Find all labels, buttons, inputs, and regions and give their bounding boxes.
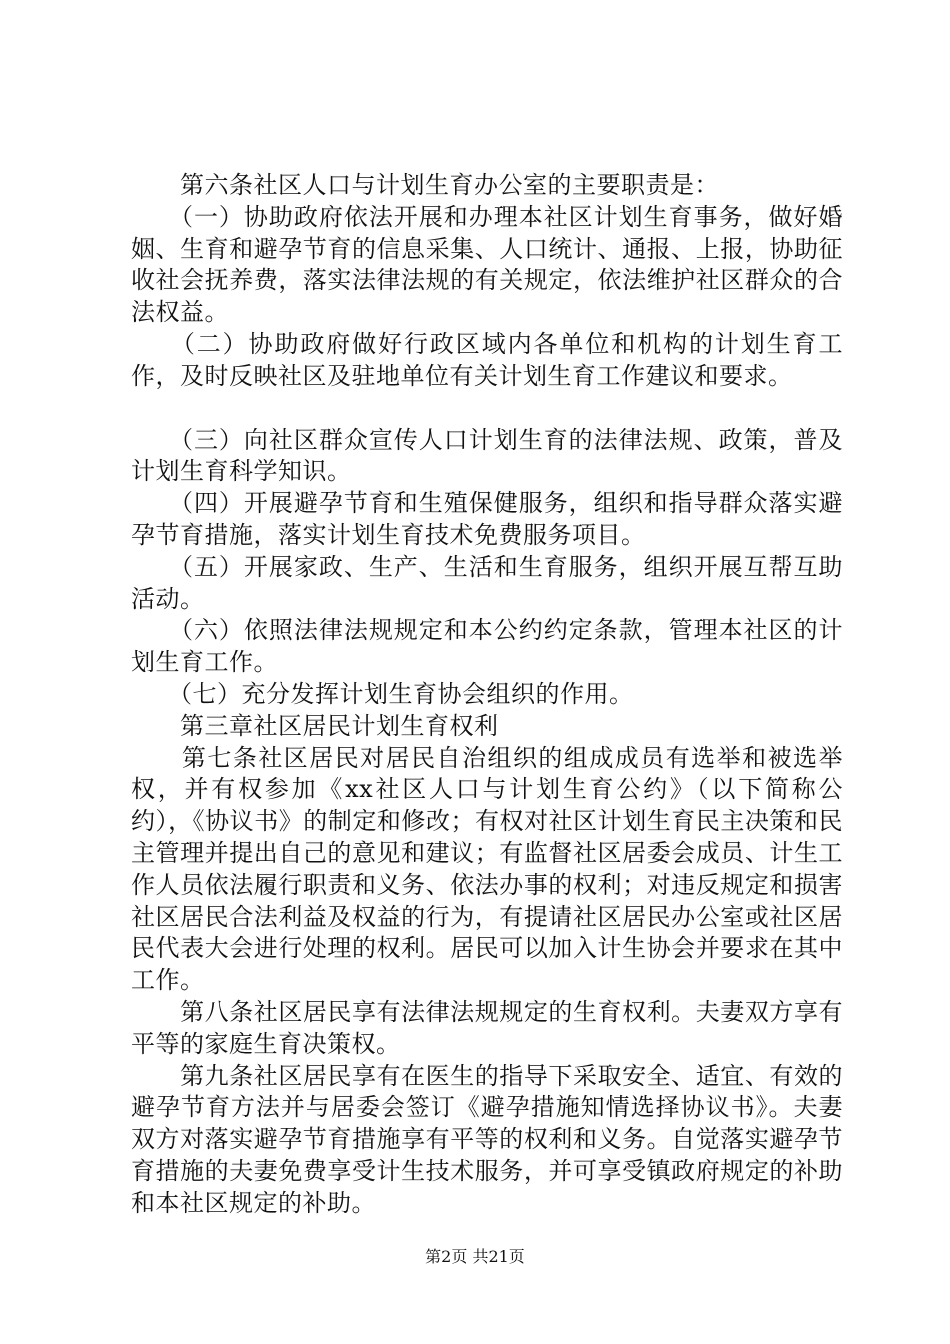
page-number-label: 第2页 共21页 (425, 1247, 525, 1266)
paragraph-duty-7: （七）充分发挥计划生育协会组织的作用。 (131, 679, 634, 708)
chapter-heading-3: 第三章社区居民计划生育权利 (131, 711, 499, 740)
page-footer (0, 1247, 950, 1267)
paragraph-duty-1: （一）协助政府依法开展和办理本社区计划生育事务，做好婚姻、生育和避孕节育的信息采集、人口统计、通报、上报，协助征收社会抚养费，落实法律法规的有关规定，依法维护社区群众的合法权益。 (131, 202, 843, 327)
paragraph-article-7: 第七条社区居民对居民自治组织的组成成员有选举和被选举权，并有权参加《xx社区人口与计划生育公约》（以下简称公约），《协议书》的制定和修改；有权对社区计划生育民主决策和民主管理并提出自己的意见和建议；有监督社区居委会成员、计生工作人员依法履行职责和义务、依法办事的权利；对违反规定和损害社区居民合法利益及权益的行为，有提请社区居民办公室或社区居民代表大会进行处理的权利。居民可以加入计生协会并要求在其中工作。 (131, 743, 843, 995)
paragraph-article-6: 第六条社区人口与计划生育办公室的主要职责是： (131, 171, 719, 199)
paragraph-duty-2: （二）协助政府做好行政区域内各单位和机构的计划生育工作，及时反映社区及驻地单位有关计划生育工作建议和要求。 (131, 329, 843, 390)
paragraph-article-8: 第八条社区居民享有法律法规规定的生育权利。夫妻双方享有平等的家庭生育决策权。 (131, 997, 843, 1058)
paragraph-article-9: 第九条社区居民享有在医生的指导下采取安全、适宜、有效的避孕节育方法并与居委会签订《避孕措施知情选择协议书》。夫妻双方对落实避孕节育措施享有平等的权利和义务。自觉落实避孕节育措施的夫妻免费享受计生技术服务，并可享受镇政府规定的补助和本社区规定的补助。 (131, 1061, 843, 1217)
paragraph-duty-6: （六）依照法律法规规定和本公约约定条款，管理本社区的计划生育工作。 (131, 616, 843, 677)
paragraph-duty-4: （四）开展避孕节育和生殖保健服务，组织和指导群众落实避孕节育措施，落实计划生育技术免费服务项目。 (131, 489, 843, 549)
paragraph-duty-3: （三）向社区群众宣传人口计划生育的法律法规、政策，普及计划生育科学知识。 (131, 425, 843, 486)
document-body (131, 170, 843, 1220)
paragraph-duty-5: （五）开展家政、生产、生活和生育服务，组织开展互帮互助活动。 (131, 552, 843, 613)
